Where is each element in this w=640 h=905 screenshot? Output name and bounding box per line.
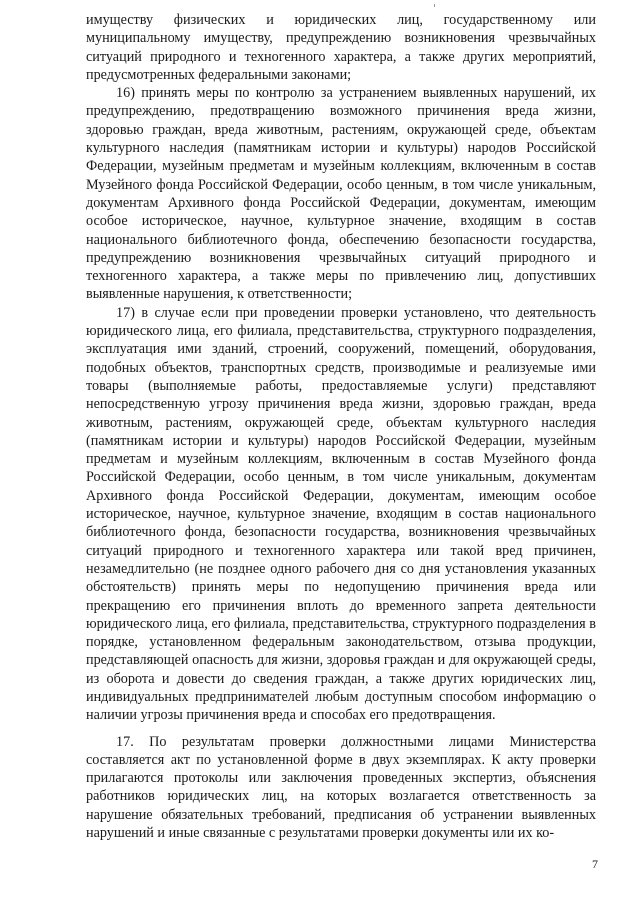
paragraph-continuation: имуществу физических и юридических лиц, государственному или муниципальному имуществу, предупреждению возникновения чрезвычайных ситуаций природного и техногенного характера, а также других мероприятий, предусмотренных федеральными законами; <box>86 12 596 83</box>
paragraph-item-16: 16) принять меры по контролю за устранением выявленных нарушений, их предупреждению, предотвращению возможного причинения вреда жизни, здоровью граждан, вреда животным, растениям, окружающей среде, объектам культурного наследия (памятникам истории и культуры) народов Российской Федерации, музейным предметам и музейным коллекциям, включенным в состав Музейного фонда Российской Федерации, особо ценным, в том числе уникальным, документам Архивного фонда Российской Федерации, документам, имеющим особое историческое, научное, культурное значение, входящим в состав национального библиотечного фонда, обеспечению безопасности государства, предупреждению возникновения чрезвычайных ситуаций природного и техногенного характера, а также меры по привлечению лиц, допустивших выявленные нарушения, к ответственности; <box>86 85 596 303</box>
paragraph-item-17: 17) в случае если при проведении проверки установлено, что деятельность юридического лица, его филиала, представительства, структурного подразделения, эксплуатация ими зданий, строений, сооружений, помещений, оборудования, подобных объектов, транспортных средств, производимые и реализуемые ими товары (выполняемые работы, предоставляемые услуги) представляют непосредственную угрозу причинения вреда жизни, здоровью граждан, вреда животным, растениям, окружающей среде, объектам культурного наследия (памятникам истории и культуры) народов Российской Федерации, музейным предметам и музейным коллекциям, включенным в состав Музейного фонда Российской Федерации, особо ценным, в том числе уникальным, документам Архивного фонда Российской Федерации, документам, имеющим особое историческое, научное, культурное значение, входящим в состав национального библиотечного фонда, безопасности государства, возникновения чрезвычайных ситуаций природного и техногенного характера или такой вред причинен, незамедлительно (не позднее одного рабочего дня со дня установления указанных обстоятельств) принять меры по недопущению причинения вреда или прекращению его причинения вплоть до временного запрета деятельности юридического лица, его филиала, представительства, структурного подразделения в порядке, установленном федеральным законодательством, отзыва продукции, представляющей опасность для жизни, здоровья граждан и для окружающей среды, из оборота и довести до сведения граждан, а также других юридических лиц, индивидуальных предпринимателей любым доступным способом информацию о наличии угрозы причинения вреда и способах его предотвращения. <box>86 304 596 724</box>
paragraph-section-17: 17. По результатам проверки должностными лицами Министерства составляется акт по установленной форме в двух экземплярах. К акту проверки прилагаются протоколы или заключения проведенных экспертиз, объяснения работников юридических лиц, на которых возлагается ответственность за нарушение обязательных требований, предписания об устранении выявленных нарушений и иные связанные с результатами проверки документы или их ко- <box>86 733 596 842</box>
page-number: 7 <box>592 857 598 871</box>
scan-speck <box>434 4 435 7</box>
document-body <box>86 11 596 842</box>
